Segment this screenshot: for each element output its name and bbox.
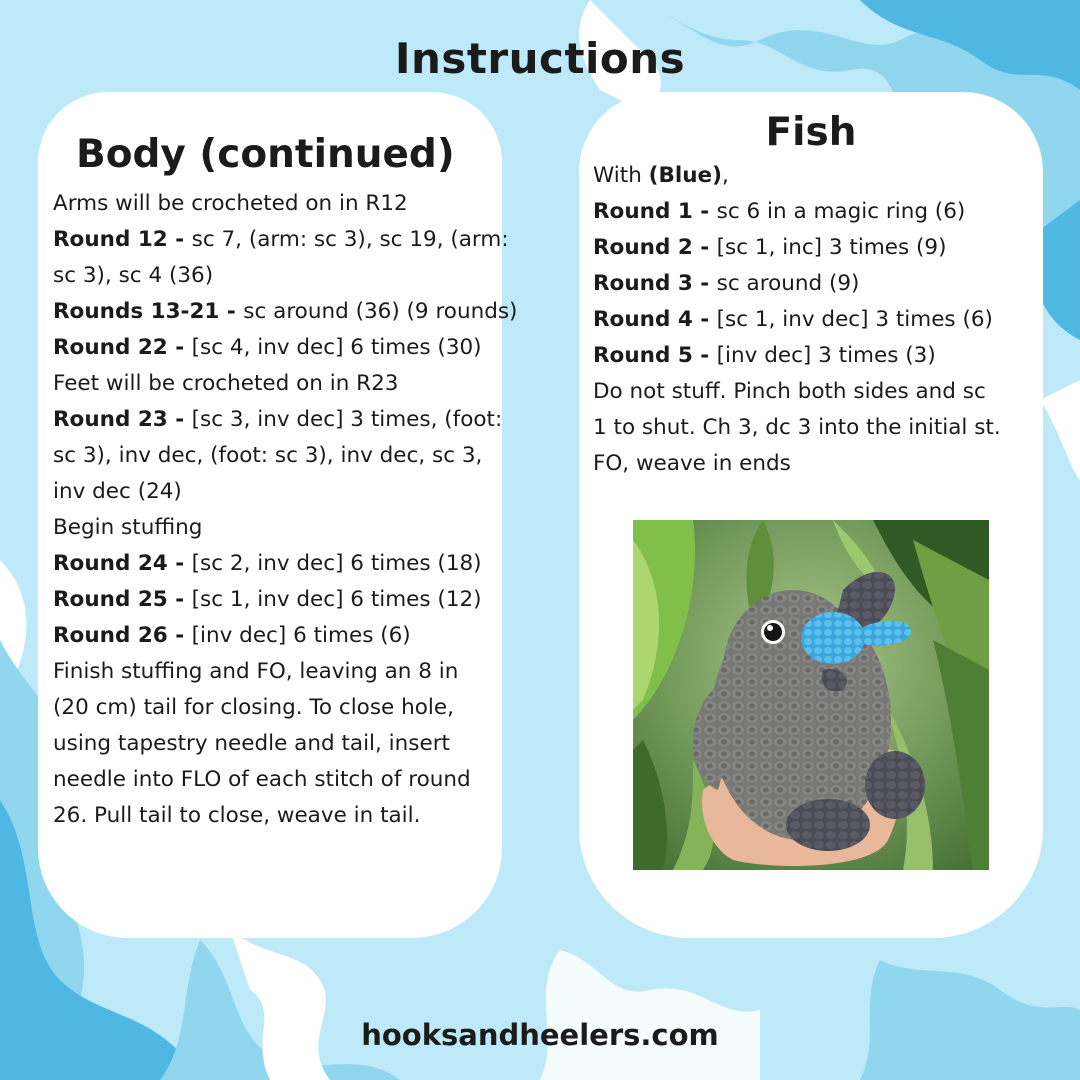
page-title: Instructions <box>394 34 686 83</box>
instruction-line: needle into FLO of each stitch of round <box>53 767 471 792</box>
instruction-line: Round 26 - [inv dec] 6 times (6) <box>53 623 411 648</box>
fish-card <box>579 92 1043 938</box>
crochet-penguin-photo <box>633 520 989 870</box>
instruction-line: sc 3), inv dec, (foot: sc 3), inv dec, sc 3, <box>53 443 483 468</box>
body-section-title: Body (continued) <box>76 132 455 177</box>
instruction-line: Begin stuffing <box>53 515 203 540</box>
instruction-line: Do not stuff. Pinch both sides and sc <box>593 379 986 404</box>
fish-instructions <box>593 158 1039 482</box>
instruction-line: inv dec (24) <box>53 479 182 504</box>
instruction-line: Round 4 - [sc 1, inv dec] 3 times (6) <box>593 307 993 332</box>
instruction-line: Round 25 - [sc 1, inv dec] 6 times (12) <box>53 587 482 612</box>
instruction-line: Round 3 - sc around (9) <box>593 271 860 296</box>
instruction-line: Round 12 - sc 7, (arm: sc 3), sc 19, (arm: <box>53 227 509 252</box>
instruction-line: Round 5 - [inv dec] 3 times (3) <box>593 343 936 368</box>
website-footer: hooksandheelers.com <box>361 1018 719 1052</box>
instruction-line: Round 2 - [sc 1, inc] 3 times (9) <box>593 235 947 260</box>
instruction-line: 26. Pull tail to close, weave in tail. <box>53 803 421 828</box>
instruction-line: Round 23 - [sc 3, inv dec] 3 times, (foot: <box>53 407 503 432</box>
instruction-line: sc 3), sc 4 (36) <box>53 263 214 288</box>
instruction-line: using tapestry needle and tail, insert <box>53 731 450 756</box>
instruction-line: FO, weave in ends <box>593 451 791 476</box>
instruction-line: Arms will be crocheted on in R12 <box>53 191 408 216</box>
instruction-line: 1 to shut. Ch 3, dc 3 into the initial st. <box>593 415 1001 440</box>
instruction-line: Feet will be crocheted on in R23 <box>53 371 399 396</box>
instruction-line: Round 1 - sc 6 in a magic ring (6) <box>593 199 966 224</box>
body-instructions <box>53 186 518 834</box>
instruction-line: Round 22 - [sc 4, inv dec] 6 times (30) <box>53 335 482 360</box>
fish-section-title: Fish <box>765 110 857 155</box>
body-card <box>38 92 518 938</box>
instruction-line: Rounds 13-21 - sc around (36) (9 rounds) <box>53 299 518 324</box>
instruction-line: Finish stuffing and FO, leaving an 8 in <box>53 659 459 684</box>
instruction-line: (20 cm) tail for closing. To close hole, <box>53 695 454 720</box>
instruction-line: With (Blue), <box>593 163 729 188</box>
instruction-line: Round 24 - [sc 2, inv dec] 6 times (18) <box>53 551 482 576</box>
